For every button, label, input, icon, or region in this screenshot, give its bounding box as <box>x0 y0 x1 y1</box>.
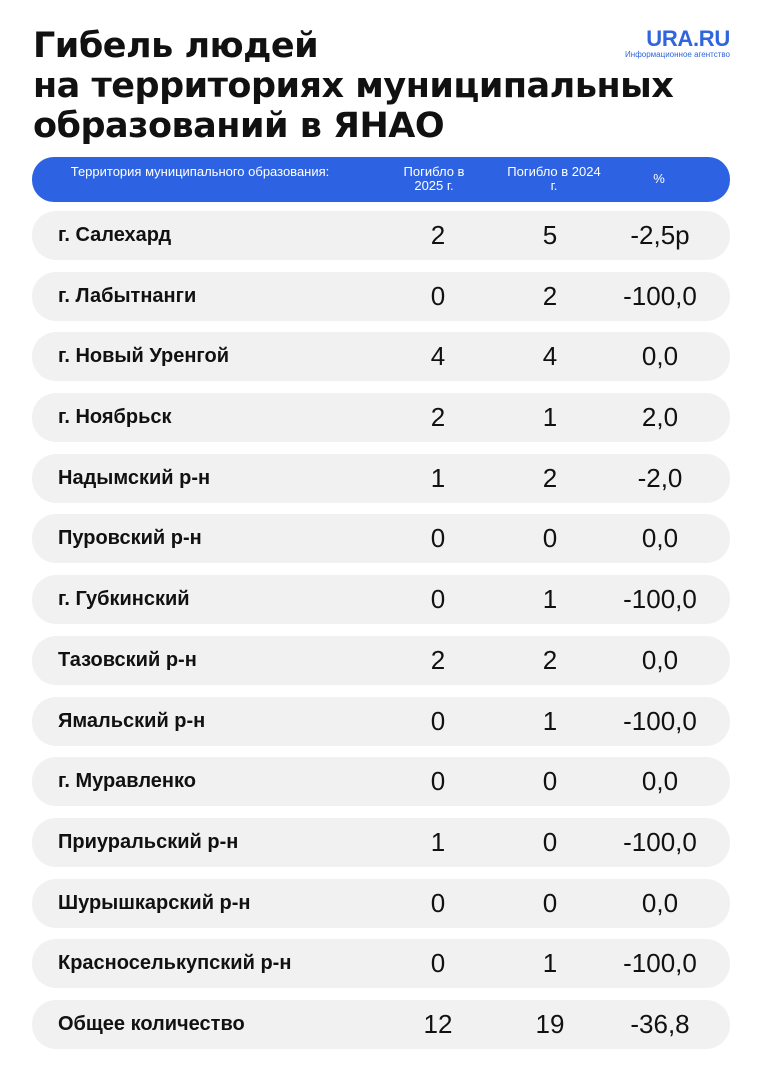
row-percent: -2,0 <box>637 462 683 493</box>
row-territory: г. Губкинский <box>58 588 190 611</box>
row-died-2025: 4 <box>430 341 446 372</box>
row-percent: -100,0 <box>623 826 697 857</box>
row-died-2024: 5 <box>542 220 558 250</box>
brand-logo <box>625 28 730 60</box>
table-row <box>32 636 730 685</box>
row-died-2025: 0 <box>430 887 446 918</box>
row-died-2025: 2 <box>430 644 446 675</box>
row-percent: -100,0 <box>623 280 697 311</box>
row-died-2025: 2 <box>430 220 446 250</box>
row-died-2024: 4 <box>542 341 558 372</box>
row-territory: Приуральский р-н <box>58 830 239 853</box>
brand-subtitle: Информационное агентство <box>625 50 730 59</box>
row-territory: Красноселькупский р-н <box>58 952 292 975</box>
row-percent: -100,0 <box>623 948 697 979</box>
row-territory: г. Новый Уренгой <box>58 345 230 368</box>
row-died-2025: 0 <box>430 523 446 554</box>
row-died-2024: 19 <box>535 1008 565 1039</box>
row-died-2024: 1 <box>542 705 558 736</box>
row-percent: 0,0 <box>641 887 679 918</box>
row-territory: г. Ноябрьск <box>58 406 172 429</box>
table-body <box>32 211 730 1061</box>
row-percent: 0,0 <box>641 766 679 797</box>
table-row <box>32 757 730 806</box>
table-row <box>32 575 730 624</box>
row-territory: Надымский р-н <box>58 466 211 489</box>
row-territory: Пуровский р-н <box>58 527 202 550</box>
row-percent: -100,0 <box>623 584 697 615</box>
row-percent: 0,0 <box>641 644 679 675</box>
table-row <box>32 879 730 928</box>
row-died-2025: 0 <box>430 705 446 736</box>
table-row <box>32 393 730 442</box>
row-territory: Шурышкарский р-н <box>58 891 251 914</box>
table-header <box>32 157 730 202</box>
row-territory: Ямальский р-н <box>58 709 206 732</box>
row-died-2024: 2 <box>542 462 558 493</box>
row-territory: Тазовский р-н <box>58 648 197 671</box>
table-row <box>32 272 730 321</box>
row-died-2025: 2 <box>430 402 446 433</box>
row-died-2024: 0 <box>542 766 558 797</box>
row-percent: -2,5р <box>630 220 690 250</box>
row-died-2024: 0 <box>542 887 558 918</box>
row-died-2024: 0 <box>542 826 558 857</box>
row-territory: г. Муравленко <box>58 770 196 793</box>
row-died-2025: 0 <box>430 948 446 979</box>
row-percent: 0,0 <box>641 523 679 554</box>
table-row <box>32 332 730 381</box>
row-died-2024: 1 <box>542 948 558 979</box>
title-line-3: образований в ЯНАО <box>33 106 445 146</box>
row-died-2024: 2 <box>542 644 558 675</box>
title-line-1: Гибель людей <box>33 26 319 66</box>
header-died-2024: Погибло в 2024 г. <box>507 164 601 193</box>
table-row <box>32 939 730 988</box>
row-died-2025: 0 <box>430 280 446 311</box>
row-died-2024: 1 <box>542 584 558 615</box>
row-died-2024: 2 <box>542 280 558 311</box>
row-died-2024: 1 <box>542 402 558 433</box>
header-territory: Территория муниципального образования: <box>70 164 330 179</box>
row-percent: 2,0 <box>641 402 679 433</box>
row-percent: -36,8 <box>630 1008 690 1039</box>
row-percent: -100,0 <box>623 705 697 736</box>
table-row <box>32 454 730 503</box>
table-row <box>32 211 730 260</box>
title-line-2: на территориях муниципальных <box>33 66 674 106</box>
row-territory: г. Салехард <box>58 224 172 246</box>
table-row <box>32 818 730 867</box>
header-died-2025: Погибло в 2025 г. <box>403 164 465 193</box>
row-died-2025: 0 <box>430 584 446 615</box>
row-territory: г. Лабытнанги <box>58 284 197 307</box>
row-died-2025: 0 <box>430 766 446 797</box>
table-row <box>32 697 730 746</box>
brand-name: URA.RU <box>646 26 730 51</box>
row-died-2025: 1 <box>430 826 446 857</box>
row-died-2025: 12 <box>423 1008 453 1039</box>
table-row-total <box>32 1000 730 1049</box>
row-percent: 0,0 <box>641 341 679 372</box>
row-died-2025: 1 <box>430 462 446 493</box>
table-row <box>32 514 730 563</box>
header-percent: % <box>653 171 665 186</box>
row-died-2024: 0 <box>542 523 558 554</box>
row-territory: Общее количество <box>58 1012 245 1035</box>
